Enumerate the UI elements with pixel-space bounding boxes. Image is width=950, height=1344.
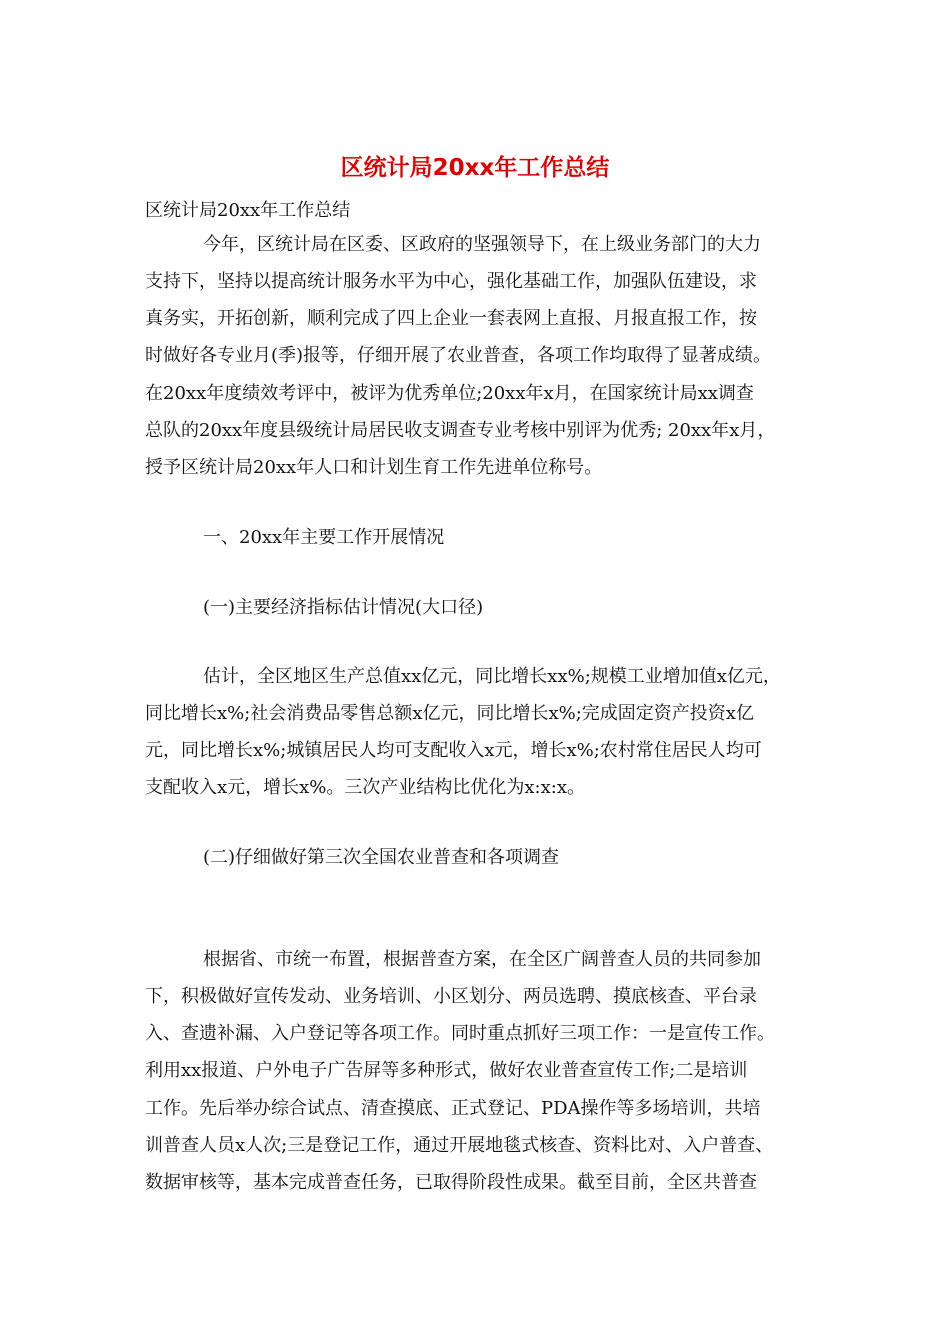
intro-line-3: 真务实，开拓创新，顺利完成了四上企业一套表网上直报、月报直报工作，按 xyxy=(145,308,757,329)
document-subtitle: 区统计局20xx年工作总结 xyxy=(145,200,351,221)
intro-line-7: 授予区统计局20xx年人口和计划生育工作先进单位称号。 xyxy=(145,457,603,478)
intro-line-2: 支持下，坚持以提高统计服务水平为中心，强化基础工作，加强队伍建设，求 xyxy=(145,271,757,292)
sub1-line-1: 估计，全区地区生产总值xx亿元，同比增长xx%;规模工业增加值x亿元， xyxy=(203,666,781,687)
sub2-line-1: 根据省、市统一布置，根据普查方案，在全区广阔普查人员的共同参加 xyxy=(203,949,761,970)
sub2-line-4: 利用xx报道、户外电子广告屏等多种形式，做好农业普查宣传工作;二是培训 xyxy=(145,1060,748,1081)
document-title: 区统计局20xx年工作总结 xyxy=(340,155,610,181)
subsection-2-heading: (二)仔细做好第三次全国农业普查和各项调查 xyxy=(203,847,560,868)
intro-line-4: 时做好各专业月(季)报等，仔细开展了农业普查，各项工作均取得了显著成绩。 xyxy=(145,345,772,366)
intro-line-6: 总队的20xx年度县级统计局居民收支调查专业考核中别评为优秀; 20xx年x月， xyxy=(145,420,776,441)
intro-line-1: 今年，区统计局在区委、区政府的坚强领导下，在上级业务部门的大力 xyxy=(203,234,761,255)
intro-line-5: 在20xx年度绩效考评中，被评为优秀单位;20xx年x月，在国家统计局xx调查 xyxy=(145,383,754,404)
section-1-heading: 一、20xx年主要工作开展情况 xyxy=(203,527,445,548)
sub1-line-2: 同比增长x%;社会消费品零售总额x亿元，同比增长x%;完成固定资产投资x亿 xyxy=(145,703,754,724)
sub2-line-3: 入、查遗补漏、入户登记等各项工作。同时重点抓好三项工作：一是宣传工作。 xyxy=(145,1023,775,1044)
sub2-line-2: 下，积极做好宣传发动、业务培训、小区划分、两员选聘、摸底核查、平台录 xyxy=(145,986,757,1007)
sub2-line-6: 训普查人员x人次;三是登记工作，通过开展地毯式核查、资料比对、入户普查、 xyxy=(145,1135,774,1156)
subsection-1-heading: (一)主要经济指标估计情况(大口径) xyxy=(203,597,484,618)
sub2-line-5: 工作。先后举办综合试点、清查摸底、正式登记、PDA操作等多场培训，共培 xyxy=(145,1098,761,1119)
sub1-line-4: 支配收入x元，增长x%。三次产业结构比优化为x:x:x。 xyxy=(145,777,585,798)
sub2-line-7: 数据审核等，基本完成普查任务，已取得阶段性成果。截至目前，全区共普查 xyxy=(145,1172,757,1193)
sub1-line-3: 元，同比增长x%;城镇居民人均可支配收入x元，增长x%;农村常住居民人均可 xyxy=(145,740,762,761)
